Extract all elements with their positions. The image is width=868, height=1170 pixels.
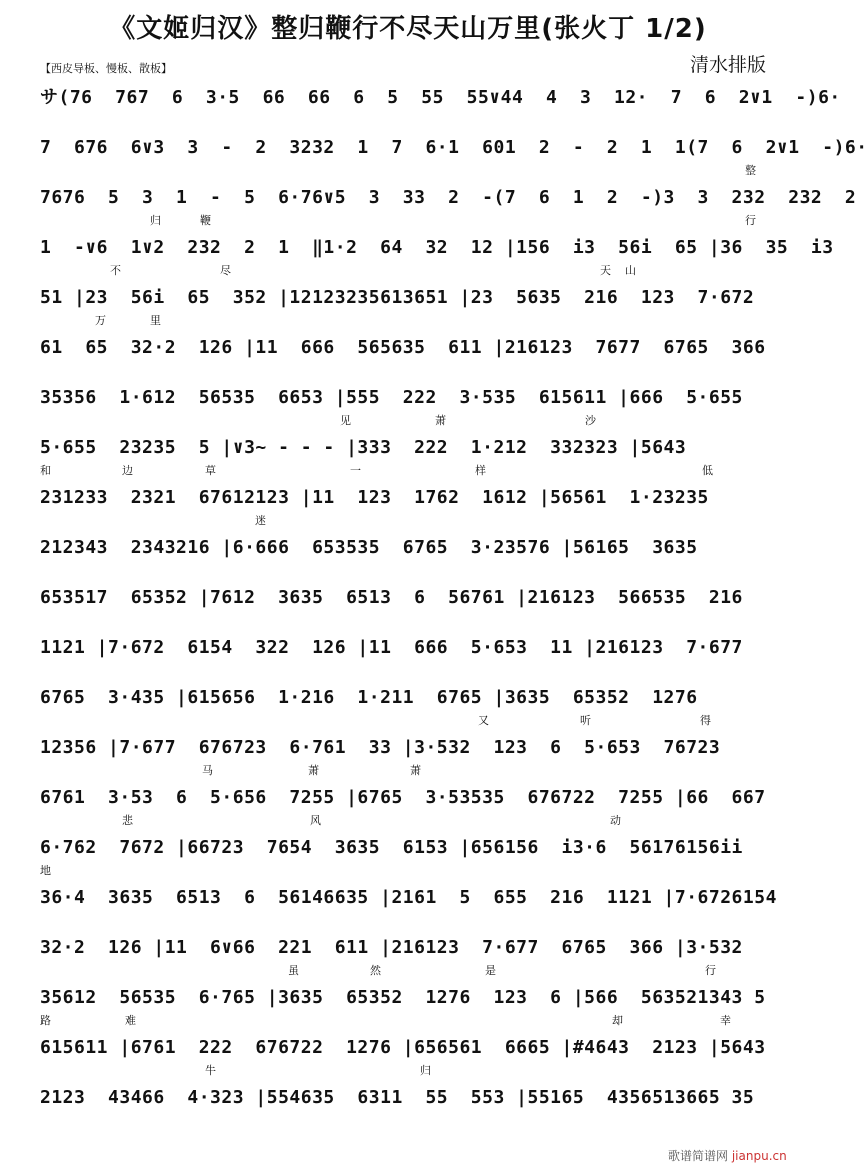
credit-label: 清水排版 xyxy=(690,54,767,76)
score-line xyxy=(40,788,775,838)
score-line xyxy=(40,838,775,888)
notation-text: 35612 56535 6·765 |3635 65352 1276 123 6 |566 563521343 5 xyxy=(40,987,766,1008)
score-line xyxy=(40,137,868,188)
score-line xyxy=(40,888,775,938)
score-line xyxy=(40,588,775,638)
score-line xyxy=(40,638,775,688)
score-line xyxy=(40,538,775,588)
notation-text: 6·762 7672 |66723 7654 3635 6153 |656156 i3·6 56176156ii xyxy=(40,837,743,858)
lyric-char: 地 xyxy=(40,864,51,877)
lyric-char: 幸 xyxy=(720,1014,731,1027)
lyric-char: 归 xyxy=(150,214,161,227)
notation-text: 7676 5 3 1 - 5 6·76∨5 3 33 2 -(7 6 1 2 -)3 3 232 232 2 xyxy=(40,187,857,208)
lyric-char: 是 xyxy=(485,964,496,977)
lyric-char: 天 xyxy=(600,264,611,277)
notation-text: 653517 65352 |7612 3635 6513 6 56761 |216123 566535 216 xyxy=(40,587,743,608)
lyric-char: 却 xyxy=(612,1014,623,1027)
lyric-char: 迷 xyxy=(255,514,266,527)
score-line xyxy=(40,688,775,738)
lyric-char: 悲 xyxy=(122,814,133,827)
notation-text: 231233 2321 67612123 |11 123 1762 1612 |56561 1·23235 xyxy=(40,487,709,508)
lyric-char: 不 xyxy=(110,264,121,277)
lyric-char: 见 xyxy=(340,414,351,427)
lyric-char: 得 xyxy=(700,714,711,727)
notation-text: 5·655 23235 5 |∨3~ - - - |333 222 1·212 332323 |5643 xyxy=(40,437,687,458)
notation-text: 51 |23 56i 65 352 |12123235613651 |23 5635 216 123 7·672 xyxy=(40,287,755,308)
lyric-char: 行 xyxy=(745,214,756,227)
notation-text: 212343 2343216 |6·666 653535 6765 3·23576 |56165 3635 xyxy=(40,537,698,558)
lyric-char: 整 xyxy=(745,164,756,177)
lyric-char: 听 xyxy=(580,714,591,727)
lyric-char: 动 xyxy=(610,814,621,827)
score-line xyxy=(40,488,775,538)
score-line xyxy=(40,1038,775,1088)
lyric-char: 又 xyxy=(478,714,489,727)
lyric-char: 行 xyxy=(705,964,716,977)
notation-text: サ(76 767 6 3·5 66 66 6 5 55 55∨44 4 3 12· 7 6 2∨1 -)6· xyxy=(40,87,841,108)
notation-text: 61 65 32·2 126 |11 666 565635 611 |216123 7677 6765 366 xyxy=(40,337,766,358)
tempo-marking: 【西皮导板、慢板、散板】 xyxy=(40,62,172,75)
lyric-char: 萧 xyxy=(435,414,446,427)
lyric-char: 马 xyxy=(202,764,213,777)
watermark-cn: 歌谱简谱网 xyxy=(668,1149,729,1163)
notation-text: 12356 |7·677 676723 6·761 33 |3·532 123 6 5·653 76723 xyxy=(40,737,721,758)
lyric-char: 边 xyxy=(122,464,133,477)
lyric-char: 鞭 xyxy=(200,214,211,227)
watermark xyxy=(668,1147,787,1164)
lyric-char: 牛 xyxy=(205,1064,216,1077)
lyric-char: 归 xyxy=(420,1064,431,1077)
notation-text: 36·4 3635 6513 6 56146635 |2161 5 655 216 1121 |7·6726154 xyxy=(40,887,777,908)
lyric-char: 和 xyxy=(40,464,51,477)
lyric-char: 路 xyxy=(40,1014,51,1027)
notation-text: 1121 |7·672 6154 322 126 |11 666 5·653 11 |216123 7·677 xyxy=(40,637,743,658)
notation-text: 2123 43466 4·323 |554635 6311 55 553 |55165 4356513665 35 xyxy=(40,1087,755,1108)
lyric-char: 低 xyxy=(702,464,713,477)
lyric-char: 虽 xyxy=(288,964,299,977)
notation-text: 1 -∨6 1∨2 232 2 1 ‖1·2 64 32 12 |156 i3 56i 65 |36 35 i3 xyxy=(40,237,834,258)
lyric-char: 萧 xyxy=(308,764,319,777)
score-line xyxy=(40,438,775,488)
score-line xyxy=(40,288,775,338)
lyric-char: 草 xyxy=(205,464,216,477)
watermark-url: jianpu.cn xyxy=(731,1149,787,1163)
notation-text: 32·2 126 |11 6∨66 221 611 |216123 7·677 6765 366 |3·532 xyxy=(40,937,743,958)
score-line xyxy=(40,1088,775,1138)
lyric-char: 样 xyxy=(475,464,486,477)
lyric-char: 沙 xyxy=(585,414,596,427)
lyric-char: 然 xyxy=(370,964,381,977)
lyric-char: 萧 xyxy=(410,764,421,777)
score-line xyxy=(40,988,775,1038)
notation-text: 615611 |6761 222 676722 1276 |656561 6665 |#4643 2123 |5643 xyxy=(40,1037,766,1058)
lyric-char: 风 xyxy=(310,814,321,827)
lyric-char: 难 xyxy=(125,1014,136,1027)
lyric-char: 山 xyxy=(625,264,636,277)
score-line xyxy=(40,938,775,988)
score-line xyxy=(40,338,775,388)
page-title: 《文姬归汉》整归鞭行不尽天山万里(张火丁 1/2) xyxy=(109,14,707,44)
notation-text: 6761 3·53 6 5·656 7255 |6765 3·53535 676722 7255 |66 667 xyxy=(40,787,766,808)
notation-text: 35356 1·612 56535 6653 |555 222 3·535 615611 |666 5·655 xyxy=(40,387,743,408)
score-line xyxy=(40,87,841,138)
score-line xyxy=(40,187,857,238)
lyric-char: 尽 xyxy=(220,264,231,277)
lyric-char: 一 xyxy=(350,464,361,477)
lyric-char: 万 xyxy=(95,314,106,327)
lyric-char: 里 xyxy=(150,314,161,327)
notation-text: 7 676 6∨3 3 - 2 3232 1 7 6·1 601 2 - 2 1 1(7 6 2∨1 -)6· xyxy=(40,137,868,158)
score-line xyxy=(40,738,775,788)
score-line xyxy=(40,388,775,438)
notation-text: 6765 3·435 |615656 1·216 1·211 6765 |3635 65352 1276 xyxy=(40,687,698,708)
score-line xyxy=(40,237,834,288)
